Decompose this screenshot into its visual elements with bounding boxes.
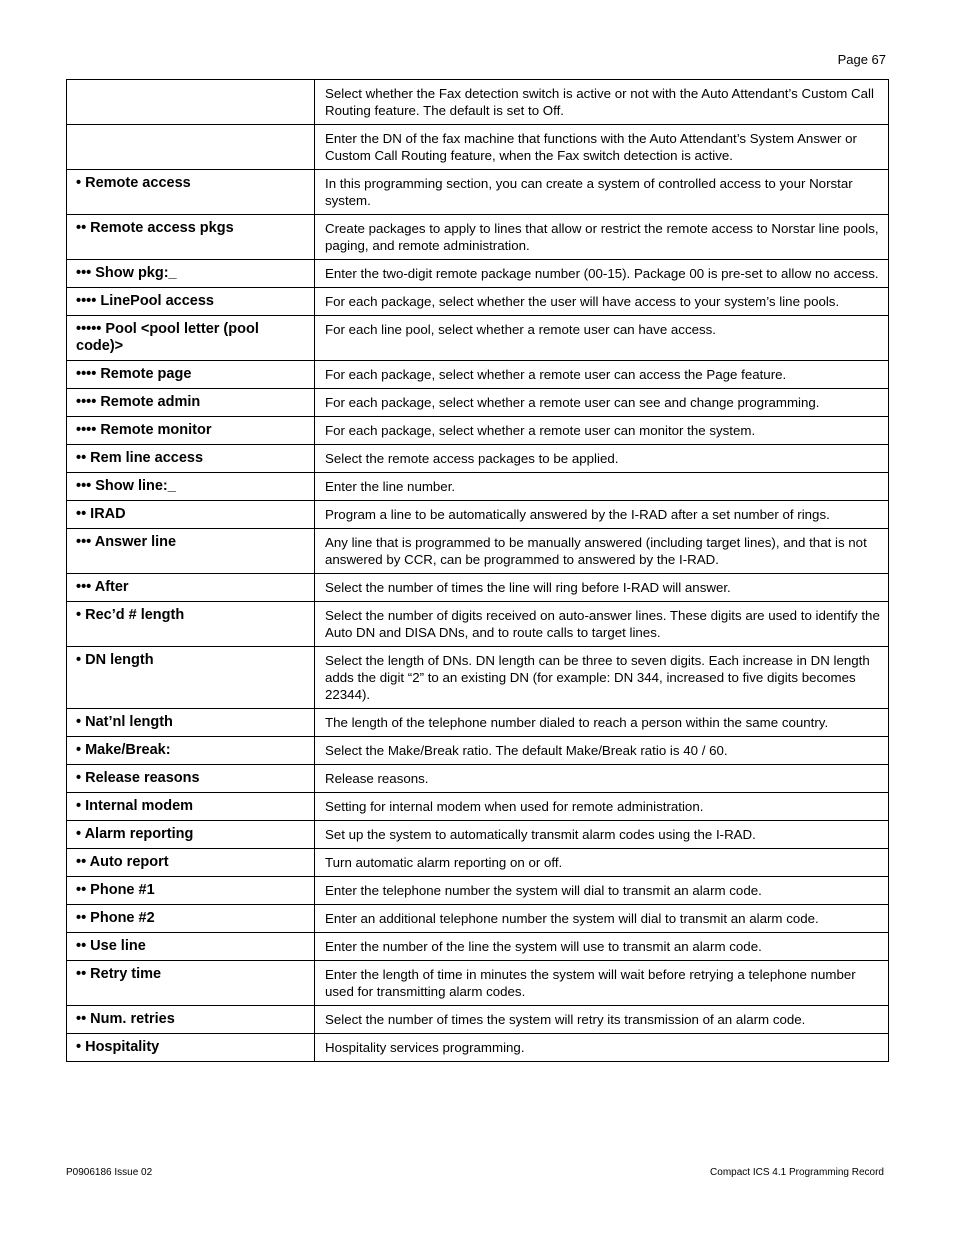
row-description: Select the number of times the system will retry its transmission of an alarm code. xyxy=(315,1006,889,1034)
row-description: Enter an additional telephone number the system will dial to transmit an alarm code. xyxy=(315,905,889,933)
document-title: Compact ICS 4.1 Programming Record xyxy=(710,1167,884,1178)
row-heading: •••• LinePool access xyxy=(67,288,315,316)
table-row xyxy=(67,849,889,877)
row-heading: •• Retry time xyxy=(67,961,315,1006)
table-row xyxy=(67,170,889,215)
programming-table-body xyxy=(67,80,889,1062)
row-description: Enter the line number. xyxy=(315,473,889,501)
table-row xyxy=(67,905,889,933)
table-row xyxy=(67,501,889,529)
row-heading xyxy=(67,125,315,170)
table-row xyxy=(67,260,889,288)
row-heading xyxy=(67,80,315,125)
row-heading: ••••• Pool <pool letter (pool code)> xyxy=(67,316,315,361)
row-heading: •• IRAD xyxy=(67,501,315,529)
row-heading: • DN length xyxy=(67,647,315,709)
table-row xyxy=(67,80,889,125)
row-description: Select the remote access packages to be applied. xyxy=(315,445,889,473)
table-row xyxy=(67,877,889,905)
row-description: Any line that is programmed to be manually answered (including target lines), and that is not answered by CCR, can be programmed to answered by the I-RAD. xyxy=(315,529,889,574)
row-heading: •• Phone #2 xyxy=(67,905,315,933)
row-description: Enter the length of time in minutes the system will wait before retrying a telephone number used for transmitting alarm codes. xyxy=(315,961,889,1006)
row-heading: •• Num. retries xyxy=(67,1006,315,1034)
table-row xyxy=(67,574,889,602)
table-row xyxy=(67,473,889,501)
table-row xyxy=(67,215,889,260)
table-row xyxy=(67,529,889,574)
table-row xyxy=(67,793,889,821)
row-description: Select whether the Fax detection switch is active or not with the Auto Attendant’s Custom Call Routing feature. The default is set to Off. xyxy=(315,80,889,125)
row-description: Enter the number of the line the system will use to transmit an alarm code. xyxy=(315,933,889,961)
row-description: Select the length of DNs. DN length can be three to seven digits. Each increase in DN length adds the digit “2” to an existing DN (for example: DN 344, increased to five digits becomes 22344). xyxy=(315,647,889,709)
table-row xyxy=(67,961,889,1006)
row-heading: • Rec’d # length xyxy=(67,602,315,647)
row-description: For each package, select whether a remote user can monitor the system. xyxy=(315,417,889,445)
table-row xyxy=(67,709,889,737)
row-heading: • Make/Break: xyxy=(67,737,315,765)
row-heading: •• Rem line access xyxy=(67,445,315,473)
row-heading: • Hospitality xyxy=(67,1034,315,1062)
row-heading: ••• Answer line xyxy=(67,529,315,574)
row-description: Release reasons. xyxy=(315,765,889,793)
row-description: Enter the telephone number the system will dial to transmit an alarm code. xyxy=(315,877,889,905)
row-heading: • Alarm reporting xyxy=(67,821,315,849)
row-description: Set up the system to automatically transmit alarm codes using the I-RAD. xyxy=(315,821,889,849)
row-description: The length of the telephone number dialed to reach a person within the same country. xyxy=(315,709,889,737)
row-description: Select the Make/Break ratio. The default Make/Break ratio is 40 / 60. xyxy=(315,737,889,765)
row-heading: •• Auto report xyxy=(67,849,315,877)
row-heading: ••• Show pkg:_ xyxy=(67,260,315,288)
row-heading: •• Remote access pkgs xyxy=(67,215,315,260)
table-row xyxy=(67,737,889,765)
row-description: Turn automatic alarm reporting on or off. xyxy=(315,849,889,877)
row-description: For each package, select whether the user will have access to your system’s line pools. xyxy=(315,288,889,316)
programming-table xyxy=(66,79,889,1062)
row-heading: ••• Show line:_ xyxy=(67,473,315,501)
row-description: Setting for internal modem when used for remote administration. xyxy=(315,793,889,821)
row-heading: ••• After xyxy=(67,574,315,602)
table-row xyxy=(67,1034,889,1062)
table-row xyxy=(67,361,889,389)
table-row xyxy=(67,125,889,170)
table-row xyxy=(67,647,889,709)
table-row xyxy=(67,933,889,961)
row-description: Program a line to be automatically answered by the I-RAD after a set number of rings. xyxy=(315,501,889,529)
row-heading: •••• Remote monitor xyxy=(67,417,315,445)
row-description: Hospitality services programming. xyxy=(315,1034,889,1062)
table-row xyxy=(67,602,889,647)
row-description: For each package, select whether a remote user can access the Page feature. xyxy=(315,361,889,389)
table-row xyxy=(67,316,889,361)
table-row xyxy=(67,1006,889,1034)
row-description: For each line pool, select whether a remote user can have access. xyxy=(315,316,889,361)
row-description: Select the number of times the line will ring before I-RAD will answer. xyxy=(315,574,889,602)
row-heading: •• Phone #1 xyxy=(67,877,315,905)
row-description: Create packages to apply to lines that allow or restrict the remote access to Norstar line pools, paging, and remote administration. xyxy=(315,215,889,260)
row-description: For each package, select whether a remote user can see and change programming. xyxy=(315,389,889,417)
table-row xyxy=(67,765,889,793)
table-row xyxy=(67,389,889,417)
table-row xyxy=(67,821,889,849)
row-heading: •• Use line xyxy=(67,933,315,961)
document-number: P0906186 Issue 02 xyxy=(66,1167,153,1178)
row-description: Enter the two-digit remote package number (00-15). Package 00 is pre-set to allow no access. xyxy=(315,260,889,288)
row-description: Select the number of digits received on auto-answer lines. These digits are used to identify the Auto DN and DISA DNs, and to route calls to target lines. xyxy=(315,602,889,647)
row-heading: •••• Remote page xyxy=(67,361,315,389)
table-row xyxy=(67,417,889,445)
row-heading: •••• Remote admin xyxy=(67,389,315,417)
page-number: Page 67 xyxy=(837,52,886,67)
row-heading: • Remote access xyxy=(67,170,315,215)
row-description: Enter the DN of the fax machine that functions with the Auto Attendant’s System Answer or Custom Call Routing feature, when the Fax switch detection is active. xyxy=(315,125,889,170)
row-heading: • Internal modem xyxy=(67,793,315,821)
row-heading: • Release reasons xyxy=(67,765,315,793)
table-row xyxy=(67,288,889,316)
row-description: In this programming section, you can create a system of controlled access to your Norstar system. xyxy=(315,170,889,215)
row-heading: • Nat’nl length xyxy=(67,709,315,737)
table-row xyxy=(67,445,889,473)
